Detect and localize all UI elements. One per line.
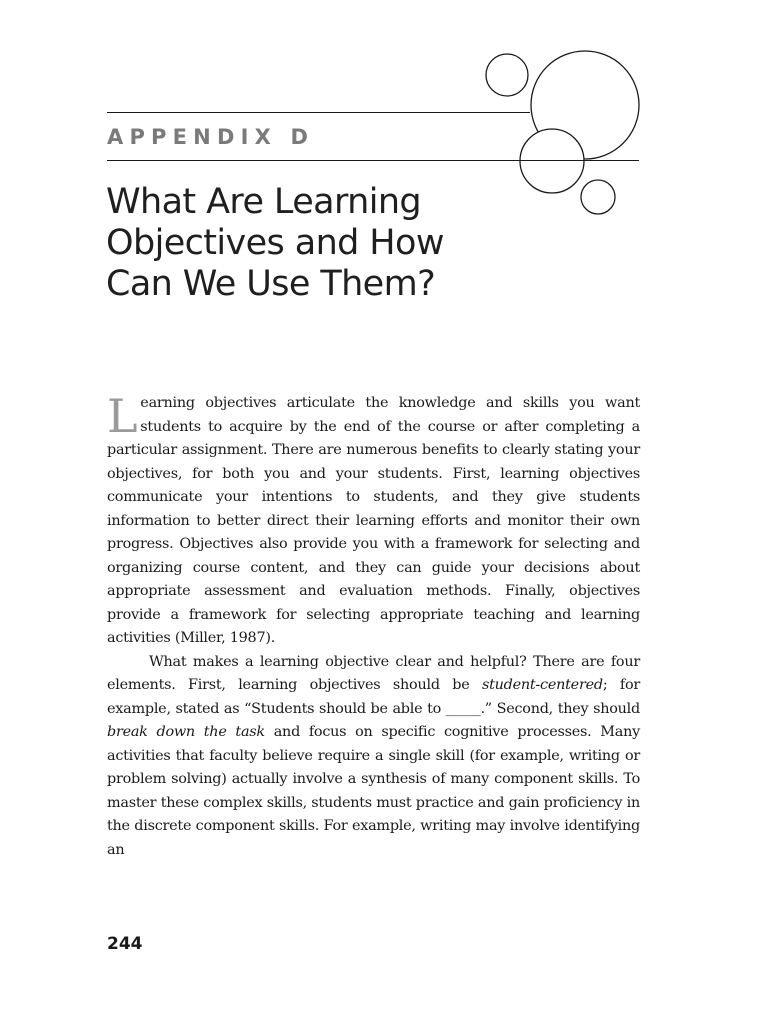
header-rule-bottom — [107, 160, 639, 161]
emphasis-student-centered: student-centered — [481, 677, 603, 693]
drop-cap: L — [107, 389, 138, 443]
decorative-circle-small-bottom — [581, 180, 615, 214]
body-text — [107, 389, 640, 862]
header-rule-top — [107, 112, 530, 113]
chapter-title — [106, 182, 536, 305]
page-number: 244 — [107, 934, 143, 954]
chapter-title-line-1: What Are Learning — [106, 182, 422, 222]
paragraph-2-text-a: What makes a learning objective clear and helpful? There are four elements. First, learning objectives should be — [107, 653, 640, 693]
appendix-label: APPENDIX D — [107, 125, 315, 149]
chapter-title-line-3: Can We Use Them? — [106, 264, 436, 304]
chapter-title-line-2: Objectives and How — [106, 223, 444, 263]
decorative-circle-small-top — [486, 54, 528, 96]
paragraph-2-text-b: ; for example, stated as “Students should be able to _____.” Second, they should — [107, 677, 640, 717]
emphasis-break-down-task: break down the task — [107, 724, 265, 740]
paragraph-2-text-c: and focus on specific cognitive processes. Many activities that faculty believe require a single skill (for example, writing or problem solving) actually involve a synthesis of many component skills. To master these complex skills, students must practice and gain proficiency in the discrete component skills. For example, writing may involve identifying an — [107, 724, 640, 858]
paragraph-1 — [107, 389, 640, 651]
paragraph-1-text: earning objectives articulate the knowledge and skills you want students to acquire by the end of the course or after completing a particular assignment. There are numerous benefits to clearly stating your objectives, for both you and your students. First, learning objectives communicate your intentions to students, and they give students information to better direct their learning efforts and monitor their own progress. Objectives also provide you with a framework for selecting and organizing course content, and they can guide your decisions about appropriate assessment and evaluation methods. Finally, objectives provide a framework for selecting appropriate teaching and learning activities (Miller, 1987). — [107, 395, 640, 646]
paragraph-2 — [107, 651, 640, 863]
decorative-circle-large — [531, 51, 639, 159]
